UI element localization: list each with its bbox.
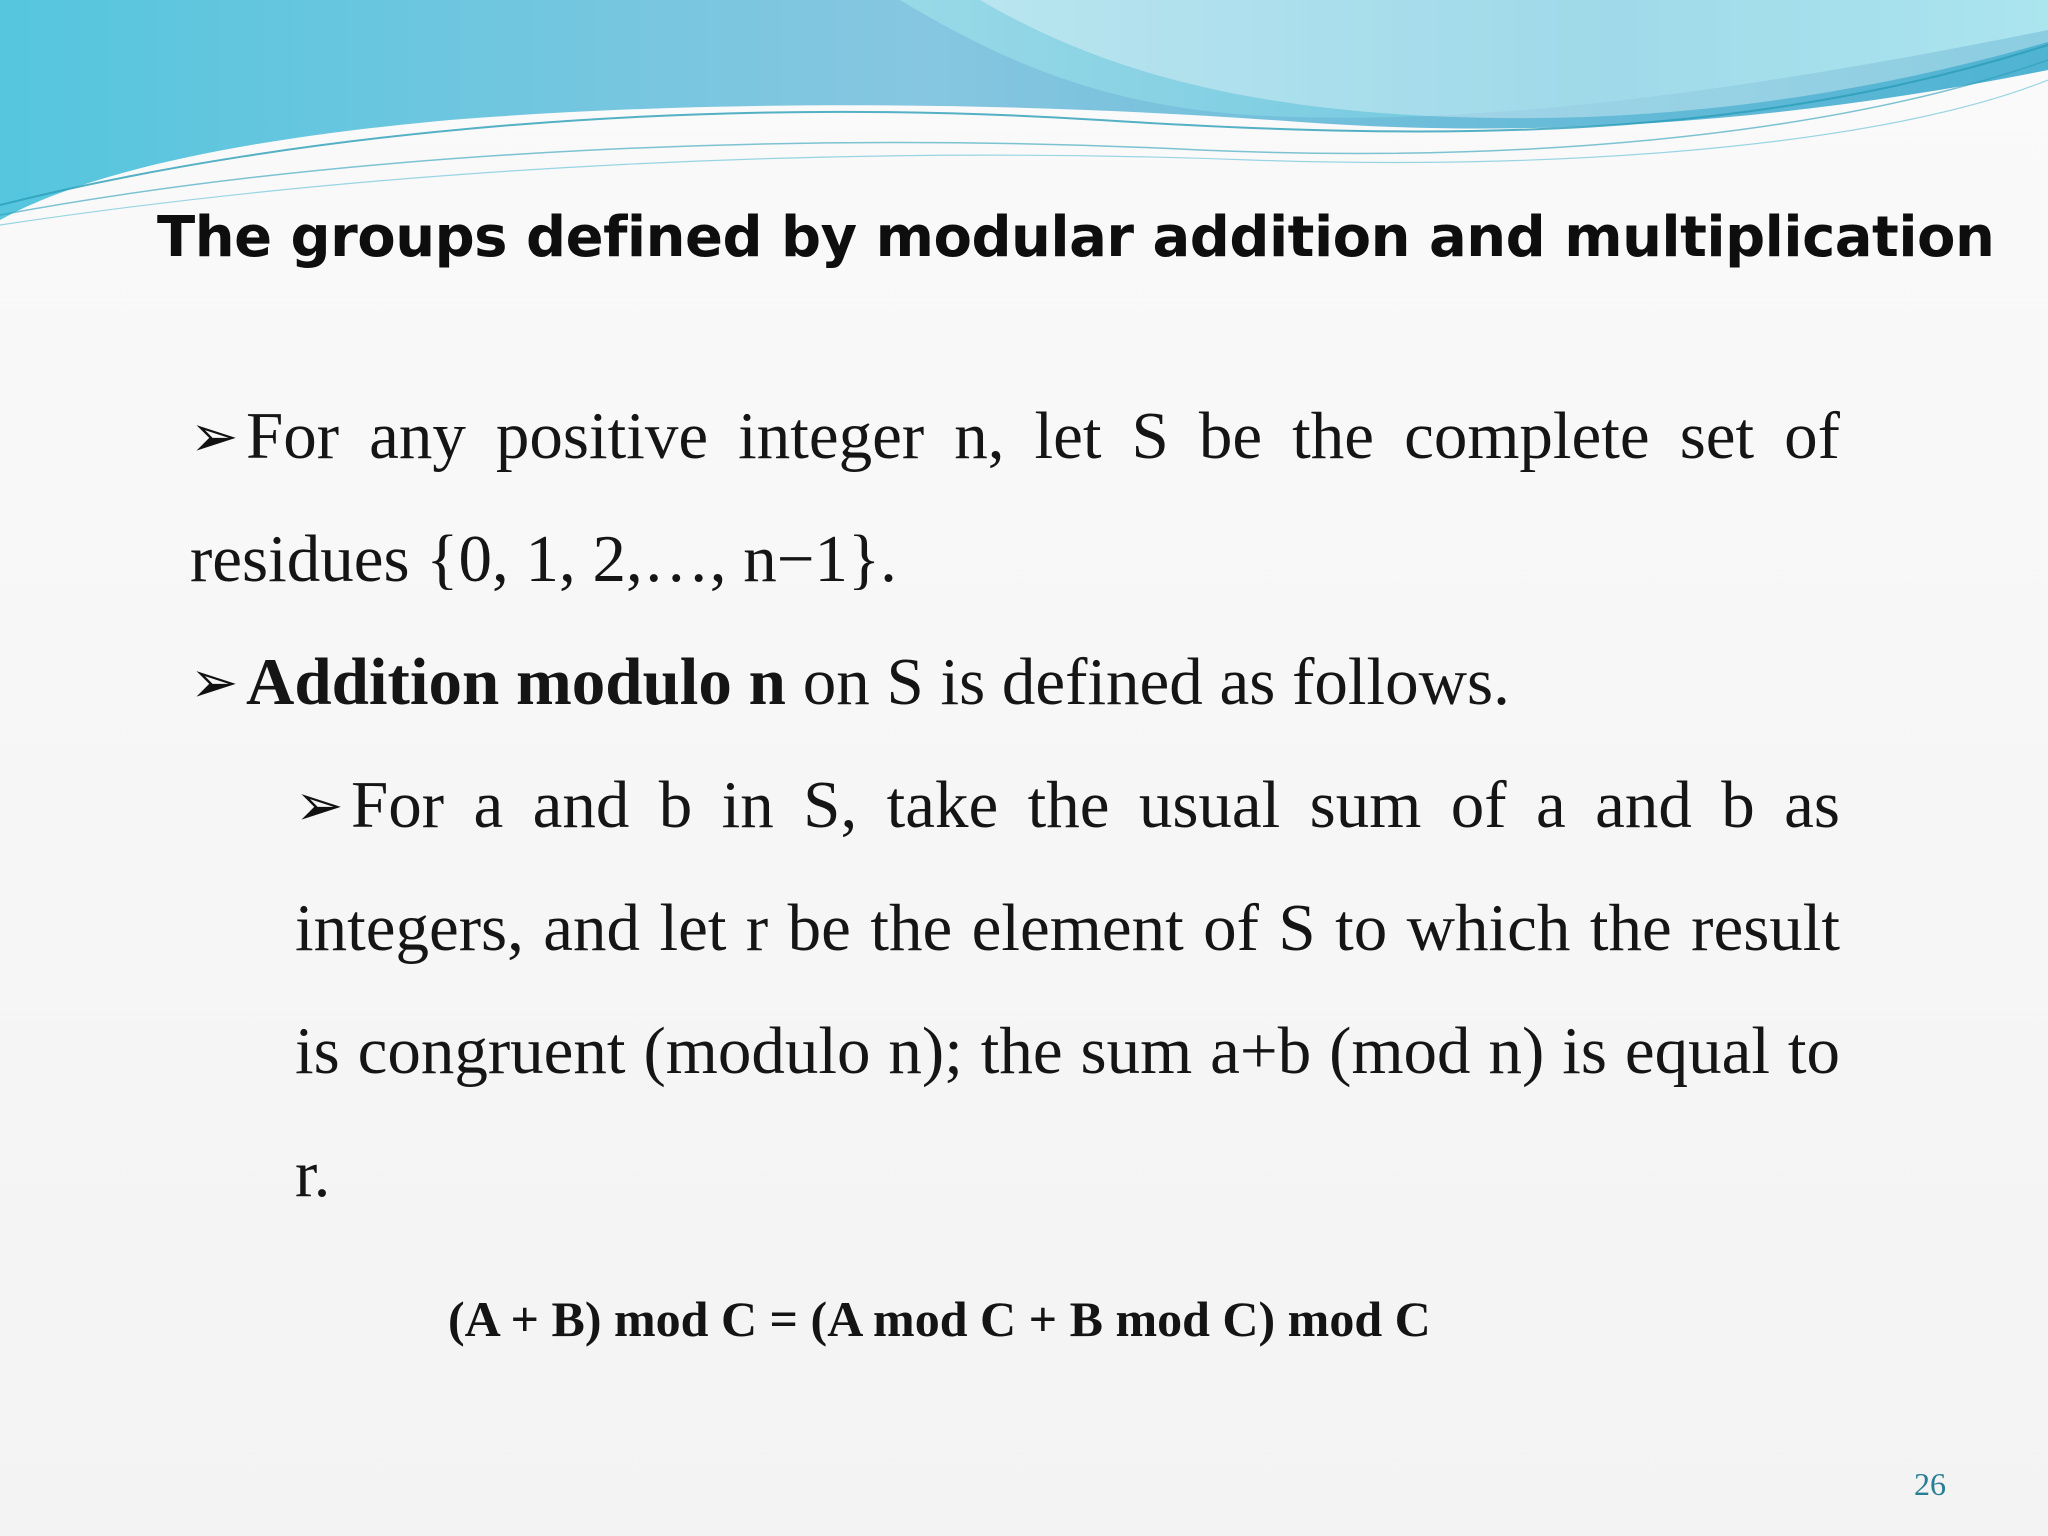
arrow-bullet-icon: ➢ [295,773,344,838]
bullet-text: on S is defined as follows. [785,645,1510,719]
bullet-residues [190,375,1840,621]
bullet-bold-term: Addition modulo n [246,645,786,719]
sub-bullet-sum-definition [295,744,1840,1236]
page-number: 26 [1914,1466,1946,1502]
modular-addition-formula: (A + B) mod C = (A mod C + B mod C) mod C [448,1291,1431,1347]
bullet-text: For any positive integer n, let S be the complete set of residues {0, 1, 2,…, n−1}. [190,399,1840,596]
arrow-bullet-icon: ➢ [190,404,239,469]
slide-title: The groups defined by modular addition and multiplication [157,205,1995,270]
bullet-addition-modulo [190,621,1840,744]
slide-body [190,375,1840,1236]
arrow-bullet-icon: ➢ [190,650,239,715]
bullet-text: For a and b in S, take the usual sum of a and b as integers, and let r be the element of S to which the result is congruent (modulo n); the sum a+b (mod n) is equal to r. [295,768,1840,1211]
